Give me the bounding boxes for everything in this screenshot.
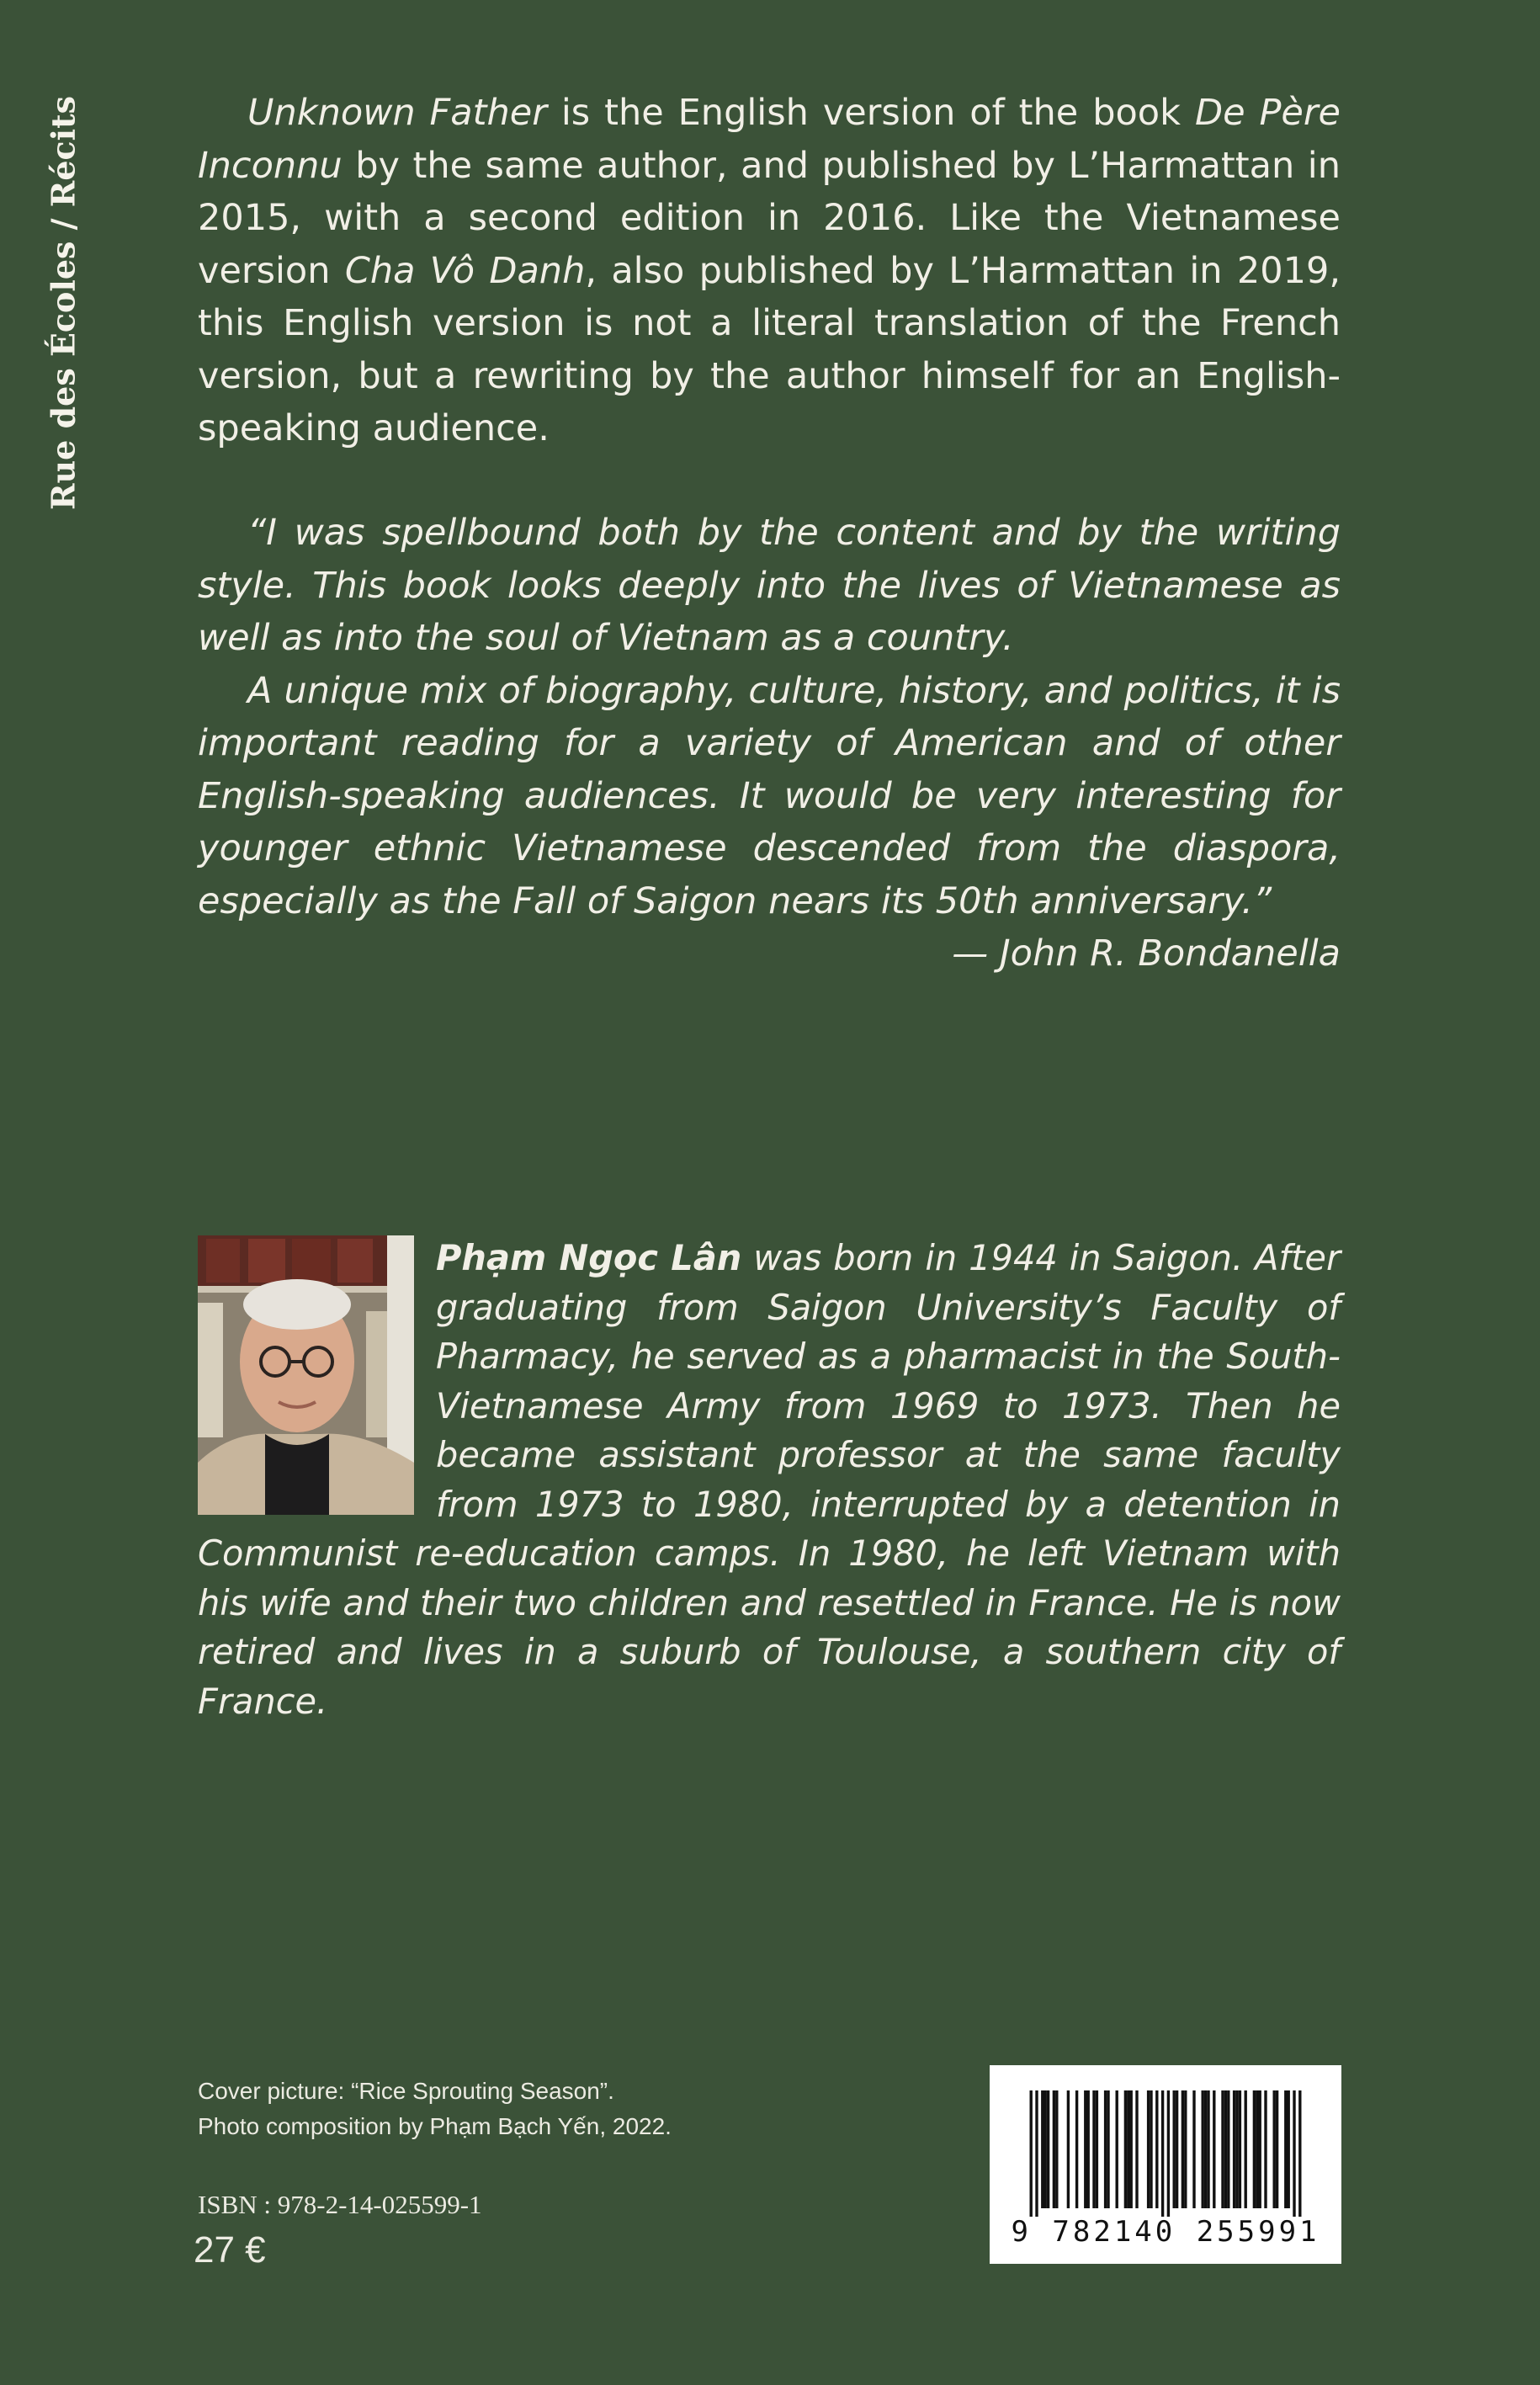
barcode-bar: [1116, 2090, 1118, 2208]
barcode-bar: [1124, 2090, 1127, 2208]
author-photo: [198, 1235, 414, 1515]
barcode-bar: [1035, 2090, 1038, 2217]
barcode-bar: [1221, 2090, 1224, 2208]
barcode-bar: [1235, 2090, 1238, 2208]
barcode-bar: [1204, 2090, 1207, 2208]
price-label: 27 €: [194, 2229, 266, 2271]
barcode-bar: [1182, 2090, 1184, 2208]
barcode-bar: [1192, 2090, 1195, 2208]
review-attribution: — John R. Bondanella: [952, 932, 1341, 975]
series-title: Rue des Écoles / Récits: [44, 95, 82, 511]
barcode-bar: [1147, 2090, 1150, 2208]
author-bio-text: was born in 1944 in Saigon. After graduating from Saigon University’s Faculty of Pharmacy, he served as a pharmacist in the South-Vietnamese Army from 1969 to 1973. Then he became assistant professor at the same faculty from 1973 to 1980, interrupted by a detention in Communist re-education camps. In 1980, he left Vietnam with his wife and their two children and resettled in France. He is now retired and lives in a suburb of Toulouse, a southern city of France.: [198, 1237, 1341, 1722]
barcode-bar: [1041, 2090, 1043, 2208]
barcode-bar: [1067, 2090, 1070, 2208]
barcode-bar: [1176, 2090, 1178, 2208]
review-paragraph-1: “I was spellbound both by the content and by the writing style. This book looks deeply into the lives of Vietnamese as well as into the soul of Vietnam as a country.: [198, 512, 1341, 659]
barcode-bar: [1044, 2090, 1047, 2208]
barcode-bar: [1288, 2090, 1290, 2208]
author-name: Phạm Ngọc Lân: [436, 1237, 742, 1278]
barcode-bar: [1202, 2090, 1204, 2208]
barcode-bar: [1104, 2090, 1107, 2208]
barcode-bar: [1087, 2090, 1090, 2208]
barcode-bar: [1284, 2090, 1287, 2208]
barcode-bar: [1155, 2090, 1158, 2208]
barcode-bars: [990, 2065, 1341, 2217]
barcode-bar: [1130, 2090, 1133, 2208]
barcode-bar: [1167, 2090, 1170, 2217]
barcode-bar: [1184, 2090, 1187, 2208]
barcode-bar: [1213, 2090, 1215, 2208]
barcode-bar: [1239, 2090, 1241, 2208]
barcode-bar: [1092, 2090, 1095, 2208]
barcode-bar: [1135, 2090, 1138, 2208]
spine-series-label: [17, 84, 109, 522]
barcode-bar: [1233, 2090, 1235, 2208]
barcode-bar: [1127, 2090, 1129, 2208]
barcode-bar: [1256, 2090, 1258, 2208]
french-title: De Père Inconnu: [198, 92, 1341, 187]
author-bio: [198, 1234, 1341, 1726]
review-paragraph-2: A unique mix of biography, culture, history, and politics, it is important reading for a variety of American and of other English-speaking audiences. It would be very interesting for younger ethnic Vietnamese descended from the diaspora, especially as the Fall of Saigon nears its 50th anniversary.”: [198, 669, 1341, 922]
intro-block: [198, 87, 1341, 455]
barcode-bar: [1107, 2090, 1109, 2208]
barcode-bar: [1276, 2090, 1278, 2208]
barcode-bar: [1084, 2090, 1086, 2208]
barcode-bar: [1293, 2090, 1295, 2217]
barcode-bar: [1298, 2090, 1301, 2217]
barcode-bar: [1264, 2090, 1267, 2208]
book-title: Unknown Father: [247, 92, 547, 134]
photo-composition-credit: Photo composition by Phạm Bạch Yến, 2022.: [198, 2113, 672, 2139]
cover-picture-credit: Cover picture: “Rice Sprouting Season”.: [198, 2078, 614, 2104]
barcode-bar: [1055, 2090, 1058, 2208]
barcode-bar: [1096, 2090, 1098, 2208]
barcode-bar: [1150, 2090, 1152, 2208]
barcode-digits: 9 782140 255991: [1011, 2215, 1320, 2249]
barcode-bar: [1075, 2090, 1078, 2208]
barcode-bar: [1227, 2090, 1229, 2208]
barcode-bar: [1207, 2090, 1209, 2208]
barcode-bar: [1273, 2090, 1276, 2208]
barcode-bar: [1253, 2090, 1256, 2208]
isbn-label: ISBN : 978-2-14-025599-1: [198, 2190, 482, 2219]
barcode-bar: [1053, 2090, 1055, 2208]
barcode-bar: [1245, 2090, 1247, 2208]
author-portrait-image: [198, 1235, 414, 1515]
barcode-bar: [1259, 2090, 1261, 2208]
intro-paragraph: Unknown Father is the English version of the book De Père Inconnu by the same author, and published by L’Harmattan in 2015, with a second edition in 2016. Like the Vietnamese version Cha Vô Danh, also published by L’Harmattan in 2019, this English version is not a literal translation of the French version, but a rewriting by the author himself for an English-speaking audience.: [198, 92, 1341, 449]
review-block: [198, 507, 1341, 980]
barcode: [990, 2065, 1341, 2264]
barcode-bar: [1161, 2090, 1164, 2217]
barcode-bar: [1224, 2090, 1227, 2208]
cover-credits: [198, 2074, 672, 2144]
barcode-bar: [1047, 2090, 1049, 2208]
barcode-bar: [1173, 2090, 1176, 2208]
vietnamese-title: Cha Vô Danh: [344, 249, 586, 292]
barcode-bar: [1030, 2090, 1033, 2217]
